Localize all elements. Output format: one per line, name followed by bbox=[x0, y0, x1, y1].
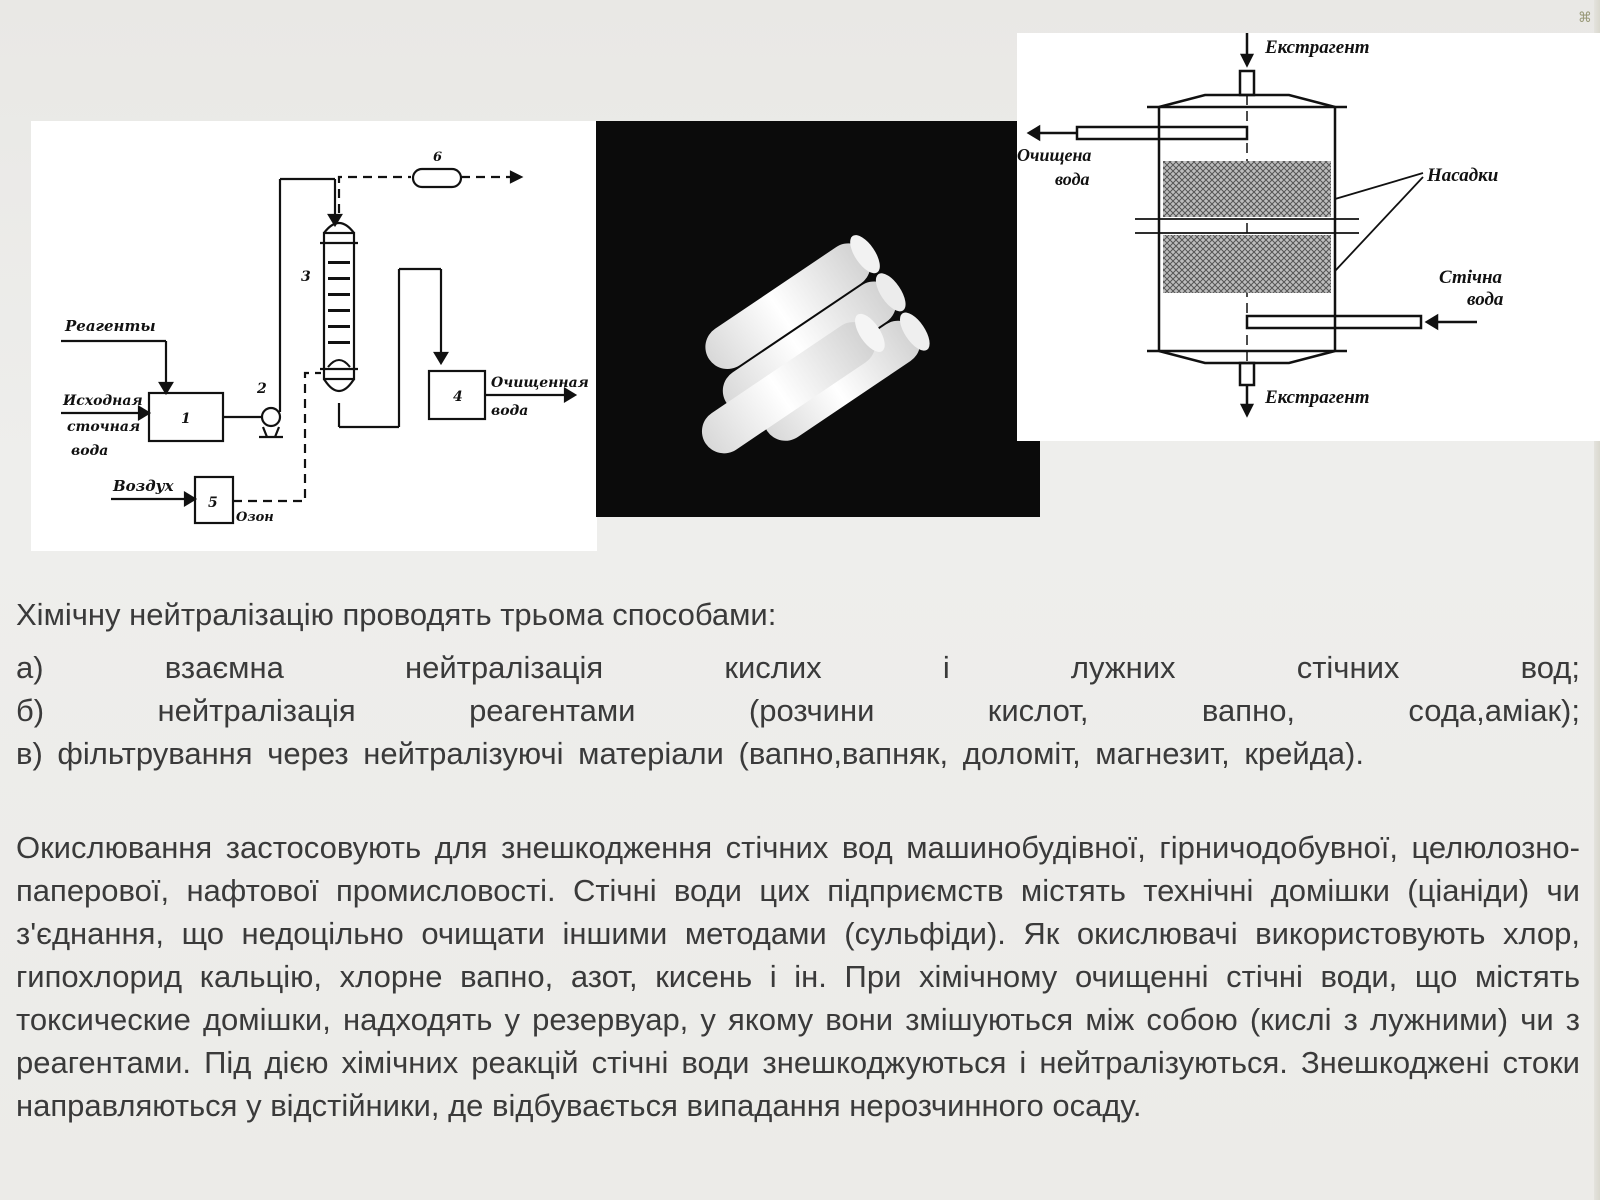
section-heading: Хімічну нейтралізацію проводять трьома способами: bbox=[16, 597, 777, 632]
label-extractant-bottom: Екстрагент bbox=[1265, 387, 1370, 408]
method-c bbox=[16, 732, 1580, 775]
label-unit-1: 1 bbox=[181, 411, 191, 427]
label-unit-3: 3 bbox=[301, 269, 311, 285]
label-unit-2: 2 bbox=[257, 381, 267, 397]
method-a-word: взаємна bbox=[164, 650, 284, 685]
label-unit-6: 6 bbox=[433, 150, 443, 165]
method-b-word: нейтралізація bbox=[157, 693, 356, 728]
method-a-word: і bbox=[942, 650, 950, 685]
label-source-water-3: вода bbox=[71, 443, 109, 459]
label-ozone: Озон bbox=[236, 510, 274, 525]
method-b-word: вапно, bbox=[1201, 693, 1296, 728]
label-air: Воздух bbox=[113, 477, 174, 495]
method-a-word: нейтралізація bbox=[405, 650, 604, 685]
label-waste-water-1: Стічна bbox=[1439, 267, 1503, 288]
label-clean-water-2: вода bbox=[491, 403, 529, 419]
label-packing: Насадки bbox=[1427, 165, 1499, 186]
extractor-column-diagram bbox=[1017, 33, 1600, 441]
method-a-word: а) bbox=[16, 650, 44, 685]
oxidation-paragraph: Окислювання застосовують для знешкодження стічних вод машинобудівної, гірничодобувної, целюлозно-паперової, нафтової промисловості. Стічні води цих підприємств містять технічні домішки (ціаніди) чи з'єднання, що недоцільно очищати іншими методами (сульфіди). Як окислювачі використовують хлор, гипохлорид кальцію, хлорне вапно, азот, кисень і ін. При хімічному очищенні стічні води, що містять токсические домішки, надходять у резервуар, у якому вони змішуються між собою (кислі з лужними) чи з реагентами. Під дією хімічних реакцій стічні води знешкоджуються і нейтралізуються. Знешкоджені стоки направляються у відстійники, де відбувається випадання нерозчинного осаду. bbox=[16, 830, 1580, 1123]
label-reagents: Реагенты bbox=[65, 317, 156, 335]
method-a-word: стічних bbox=[1296, 650, 1400, 685]
ozonation-scheme-diagram bbox=[31, 121, 597, 551]
method-a-word: лужних bbox=[1070, 650, 1176, 685]
method-b-word: сода,аміак); bbox=[1408, 693, 1580, 728]
methods-list bbox=[16, 646, 1580, 775]
corner-ornament-icon: ⌘ bbox=[1578, 10, 1592, 26]
method-b-word: реагентами bbox=[469, 693, 636, 728]
label-waste-water-2: вода bbox=[1467, 289, 1504, 310]
method-c-text: в) фільтрування через нейтралізуючі матеріали (вапно,вапняк, доломіт, магнезит, крейда). bbox=[16, 736, 1364, 771]
label-unit-5: 5 bbox=[208, 495, 218, 511]
method-b-word: б) bbox=[16, 693, 45, 728]
method-b-word: кислот, bbox=[987, 693, 1089, 728]
label-extractant-top: Екстрагент bbox=[1265, 37, 1370, 58]
label-source-water-1: Исходная bbox=[63, 393, 143, 409]
method-b bbox=[16, 689, 1580, 732]
label-clean-water-1: Очищенная bbox=[491, 375, 589, 391]
chalk-photo bbox=[596, 121, 1040, 517]
method-a-word: кислих bbox=[724, 650, 822, 685]
method-a-word: вод; bbox=[1520, 650, 1580, 685]
label-unit-4: 4 bbox=[453, 389, 463, 405]
label-source-water-2: сточная bbox=[67, 419, 141, 435]
label-cleaned-water-2: вода bbox=[1055, 169, 1090, 189]
method-a bbox=[16, 646, 1580, 689]
method-b-word: (розчини bbox=[748, 693, 875, 728]
label-cleaned-water-1: Очищена bbox=[1017, 145, 1092, 165]
